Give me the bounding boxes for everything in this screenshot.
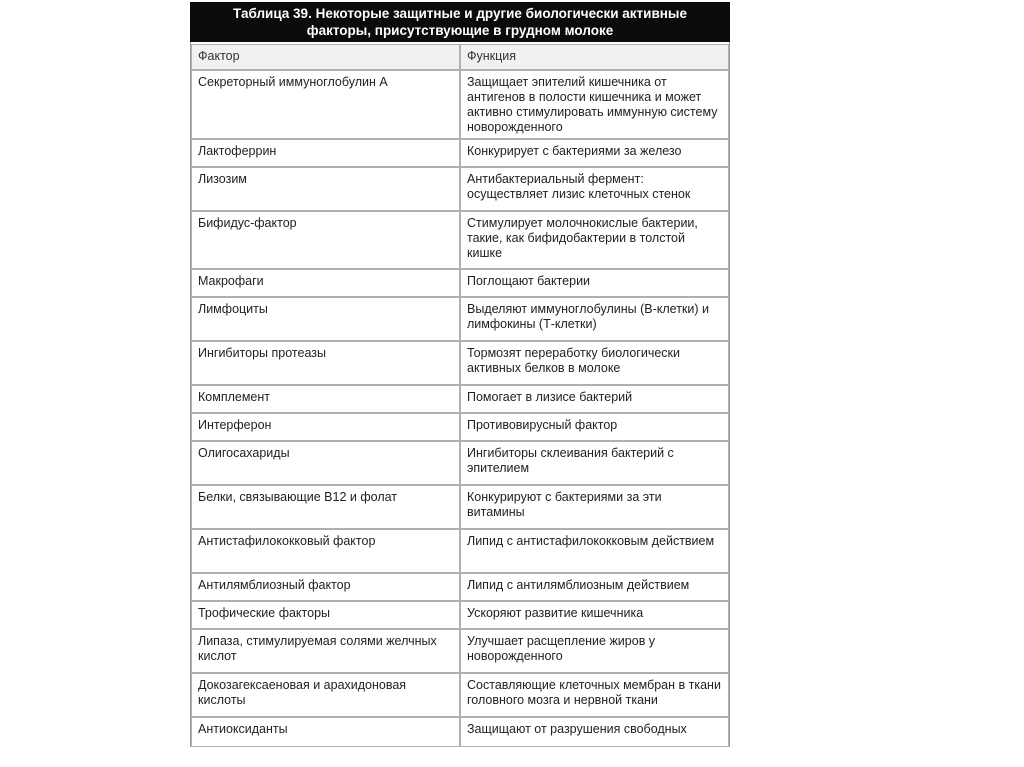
function-cell: Выделяют иммуноглобулины (В-клетки) и лимфокины (Т-клетки) [460, 297, 729, 341]
factor-cell: Ингибиторы протеазы [191, 341, 460, 385]
table-row [191, 341, 729, 385]
function-cell: Тормозят переработку биологически активных белков в молоке [460, 341, 729, 385]
document-page [190, 2, 730, 747]
factor-cell: Лимфоциты [191, 297, 460, 341]
table-header-row [191, 44, 729, 70]
function-cell: Защищают от разрушения свободных [460, 717, 729, 747]
table-row [191, 673, 729, 717]
function-cell: Составляющие клеточных мембран в ткани головного мозга и нервной ткани [460, 673, 729, 717]
table-row [191, 529, 729, 573]
table-title [190, 2, 730, 42]
table-row [191, 139, 729, 167]
table-row [191, 70, 729, 139]
factor-cell: Олигосахариды [191, 441, 460, 485]
factor-cell: Интерферон [191, 413, 460, 441]
table-row [191, 297, 729, 341]
header-factor: Фактор [191, 44, 460, 70]
factor-cell: Лизозим [191, 167, 460, 211]
function-cell: Антибактериальный фермент: осуществляет лизис клеточных стенок [460, 167, 729, 211]
table-row [191, 441, 729, 485]
table-row [191, 629, 729, 673]
function-cell: Улучшает расщепление жиров у новорожденного [460, 629, 729, 673]
table-row [191, 211, 729, 269]
function-cell: Ускоряют развитие кишечника [460, 601, 729, 629]
factor-cell: Антистафилококковый фактор [191, 529, 460, 573]
table-row [191, 413, 729, 441]
header-function: Функция [460, 44, 729, 70]
table-title-line-2: факторы, присутствующие в грудном молоке [306, 23, 614, 38]
factor-cell: Бифидус-фактор [191, 211, 460, 269]
factor-cell: Комплемент [191, 385, 460, 413]
table-row [191, 717, 729, 747]
function-cell: Липид с антистафилококковым действием [460, 529, 729, 573]
function-cell: Конкурируют с бактериями за эти витамины [460, 485, 729, 529]
function-cell: Стимулирует молочнокислые бактерии, такие, как бифидобактерии в толстой кишке [460, 211, 729, 269]
factor-cell: Докозагексаеновая и арахидоновая кислоты [191, 673, 460, 717]
table-title-line-1: Таблица 39. Некоторые защитные и другие биологически активные [233, 6, 687, 21]
function-cell: Помогает в лизисе бактерий [460, 385, 729, 413]
function-cell: Поглощают бактерии [460, 269, 729, 297]
function-cell: Липид с антилямблиозным действием [460, 573, 729, 601]
function-cell: Конкурирует с бактериями за железо [460, 139, 729, 167]
table-row [191, 385, 729, 413]
factor-cell: Антилямблиозный фактор [191, 573, 460, 601]
function-cell: Противовирусный фактор [460, 413, 729, 441]
table-row [191, 269, 729, 297]
table-row [191, 167, 729, 211]
factor-cell: Антиоксиданты [191, 717, 460, 747]
function-cell: Ингибиторы склеивания бактерий с эпителием [460, 441, 729, 485]
factor-cell: Липаза, стимулируемая солями желчных кислот [191, 629, 460, 673]
factors-table [190, 42, 730, 747]
table-row [191, 573, 729, 601]
function-cell: Защищает эпителий кишечника от антигенов в полости кишечника и может активно стимулировать иммунную систему новорожденного [460, 70, 729, 139]
factor-cell: Белки, связывающие В12 и фолат [191, 485, 460, 529]
factor-cell: Трофические факторы [191, 601, 460, 629]
table-row [191, 601, 729, 629]
factor-cell: Секреторный иммуноглобулин А [191, 70, 460, 139]
table-row [191, 485, 729, 529]
factor-cell: Макрофаги [191, 269, 460, 297]
factor-cell: Лактоферрин [191, 139, 460, 167]
